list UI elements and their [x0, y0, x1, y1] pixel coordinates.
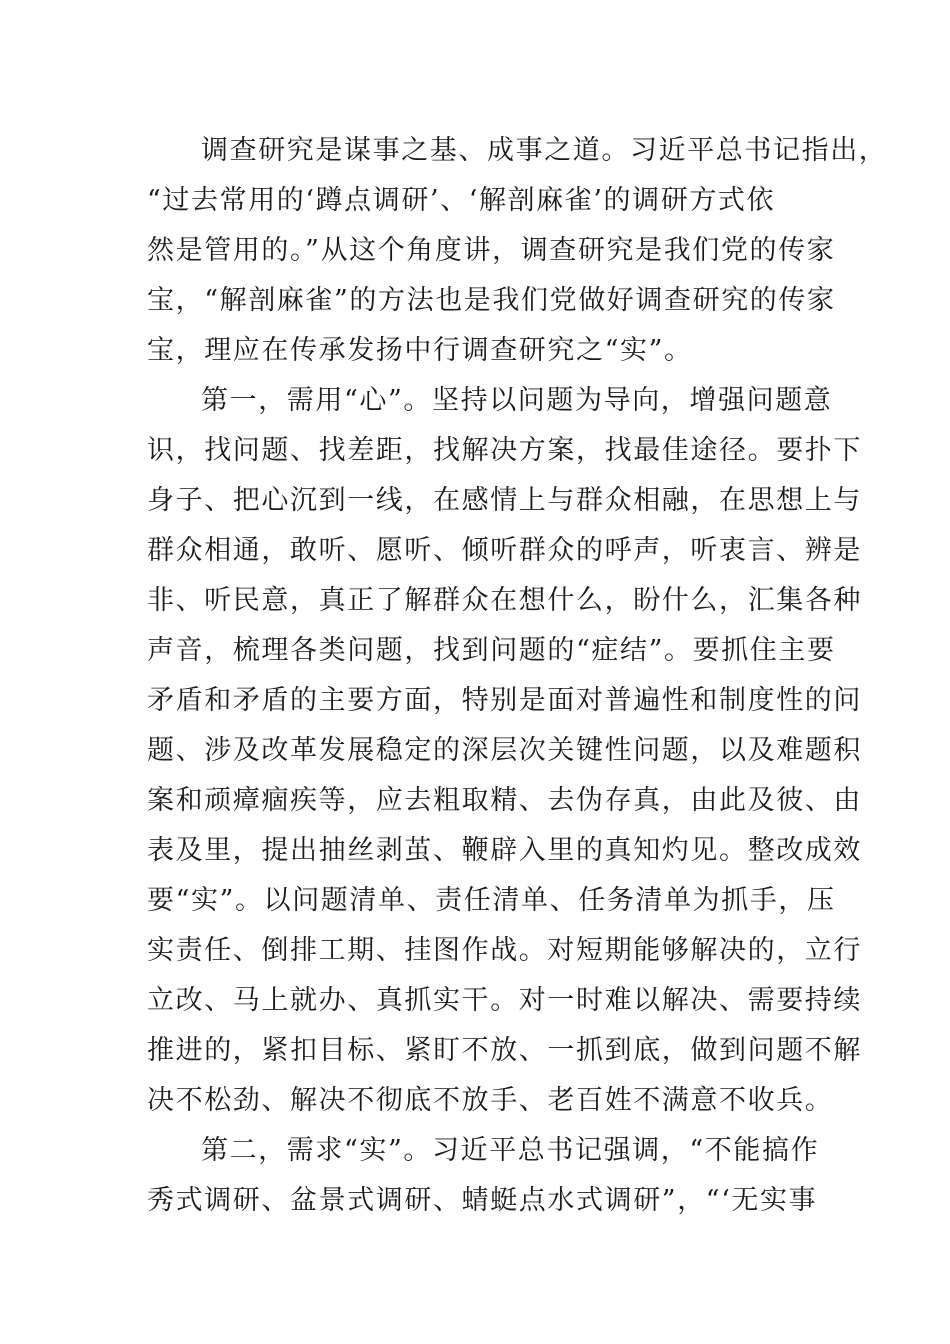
paragraph-2-line-11: 要“实”。以问题清单、责任清单、任务清单为抓手，压: [147, 885, 836, 916]
paragraph-2-line-7: 矛盾和矛盾的主要方面，特别是面对普遍性和制度性的问: [147, 685, 862, 716]
paragraph-1-line-1: 调查研究是谋事之基、成事之道。习近平总书记指出，: [201, 135, 888, 166]
paragraph-2-line-4: 群众相通，敢听、愿听、倾听群众的呼声，听衷言、辨是: [147, 535, 862, 566]
paragraph-2-line-12: 实责任、倒排工期、挂图作战。对短期能够解决的，立行: [147, 935, 862, 966]
paragraph-2-line-2: 识，找问题、找差距，找解决方案，找最佳途径。要扑下: [147, 435, 862, 466]
paragraph-2-line-1: 第一，需用“心”。坚持以问题为导向，增强问题意: [201, 385, 833, 416]
paragraph-2-line-14: 推进的，紧扣目标、紧盯不放、一抓到底，做到问题不解: [147, 1035, 862, 1066]
paragraph-2-line-13: 立改、马上就办、真抓实干。对一时难以解决、需要持续: [147, 985, 862, 1016]
paragraph-1-line-3: 然是管用的。”从这个角度讲，调查研究是我们党的传家: [147, 235, 836, 266]
paragraph-2-line-15: 决不松劲、解决不彻底不放手、老百姓不满意不收兵。: [147, 1085, 834, 1116]
paragraph-3-line-2: 秀式调研、盆景式调研、蜻蜓点水式调研”，“‘无实事: [147, 1185, 818, 1216]
paragraph-2-line-8: 题、涉及改革发展稳定的深层次关键性问题，以及难题积: [147, 735, 862, 766]
paragraph-1-line-2: “过去常用的‘蹲点调研’、‘解剖麻雀’的调研方式依: [147, 185, 776, 216]
paragraph-2-line-3: 身子、把心沉到一线，在感情上与群众相融，在思想上与: [147, 485, 862, 516]
paragraph-2-line-5: 非、听民意，真正了解群众在想什么，盼什么，汇集各种: [147, 585, 862, 616]
paragraph-1-line-4: 宝，“解剖麻雀”的方法也是我们党做好调查研究的传家: [147, 285, 836, 316]
paragraph-2-line-6: 声音，梳理各类问题，找到问题的“症结”。要抓住主要: [147, 635, 836, 666]
paragraph-1-line-5: 宝，理应在传承发扬中行调查研究之“实”。: [147, 335, 693, 366]
paragraph-3-line-1: 第二，需求“实”。习近平总书记强调，“不能搞作: [201, 1135, 820, 1166]
paragraph-2-line-10: 表及里，提出抽丝剥茧、鞭辟入里的真知灼见。整改成效: [147, 835, 862, 866]
paragraph-2-line-9: 案和顽瘴痼疾等，应去粗取精、去伪存真，由此及彼、由: [147, 785, 862, 816]
